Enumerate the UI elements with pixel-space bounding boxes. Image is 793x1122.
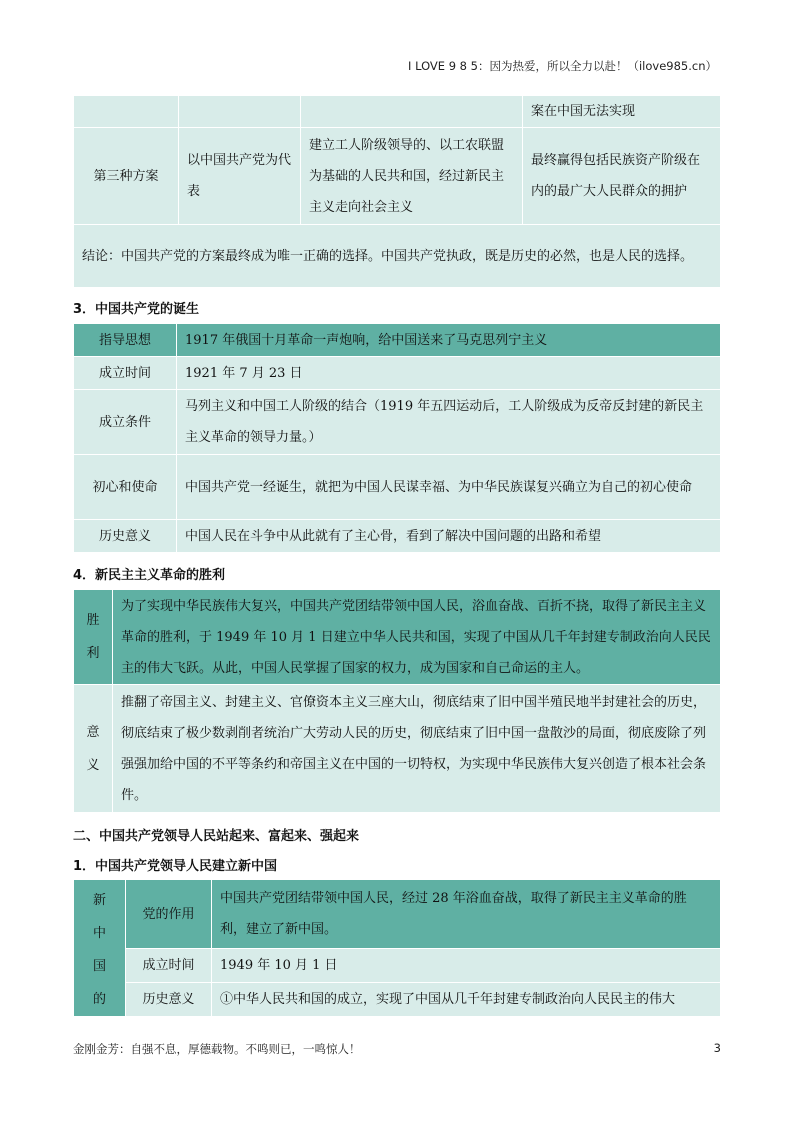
founding-label-mission: 初心和使命 xyxy=(74,455,177,520)
plan3-name: 第三种方案 xyxy=(74,128,179,225)
vertical-char-4: 的 xyxy=(92,992,106,1007)
new-china-value-date: 1949 年 10 月 1 日 xyxy=(212,949,721,983)
footer-motto: 金刚金芳：自强不息，厚德载物。不鸣则已，一鸣惊人！ xyxy=(73,1042,361,1056)
new-china-value-role: 中国共产党团结带领中国人民，经过 28 年浴血奋战，取得了新民主主义革命的胜利，建立了新中国。 xyxy=(212,880,721,949)
new-china-label-significance: 历史意义 xyxy=(126,982,212,1016)
plans-row0-col1 xyxy=(74,96,179,128)
new-china-vertical-label xyxy=(74,880,126,1017)
plans-row0-col4: 案在中国无法实现 xyxy=(523,96,721,128)
page-number: 3 xyxy=(713,1041,721,1055)
founding-value-mission: 中国共产党一经诞生，就把为中国人民谋幸福、为中华民族谋复兴确立为自己的初心使命 xyxy=(177,455,721,520)
plans-table xyxy=(73,95,721,288)
founding-label-date: 成立时间 xyxy=(74,357,177,390)
victory-label-char2: 利 xyxy=(86,646,100,661)
founding-value-conditions: 马列主义和中国工人阶级的结合（1919 年五四运动后，工人阶级成为反帝反封建的新民主主义革命的领导力量。） xyxy=(177,390,721,455)
meaning-label-char1: 意 xyxy=(86,724,100,740)
plans-conclusion: 结论：中国共产党的方案最终成为唯一正确的选择。中国共产党执政，既是历史的必然，也是人民的选择。 xyxy=(74,225,721,288)
meaning-label xyxy=(74,685,113,813)
plan3-result: 最终赢得包括民族资产阶级在内的最广大人民群众的拥护 xyxy=(523,128,721,225)
founding-label-ideology: 指导思想 xyxy=(74,324,177,357)
vertical-char-1: 新 xyxy=(92,893,106,908)
plans-row0-col2 xyxy=(179,96,301,128)
victory-text: 为了实现中华民族伟大复兴，中国共产党团结带领中国人民，浴血奋战、百折不挠，取得了新民主主义革命的胜利，于 1949 年 10 月 1 日建立中华人民共和国，实现了中国从几千年封建专制政治向人民民主的伟大飞跃。从此，中国人民掌握了国家的权力，成为国家和自己命运的主人。 xyxy=(113,590,721,685)
vertical-char-3: 国 xyxy=(92,959,106,974)
page-header: I LOVE 9 8 5：因为热爱，所以全力以赴！（ilove985.cn） xyxy=(408,59,717,73)
section1b-title: 1．中国共产党领导人民建立新中国 xyxy=(73,859,278,874)
meaning-label-char2: 义 xyxy=(86,757,100,773)
new-china-label-date: 成立时间 xyxy=(126,949,212,983)
meaning-text: 推翻了帝国主义、封建主义、官僚资本主义三座大山，彻底结束了旧中国半殖民地半封建社会的历史，彻底结束了极少数剥削者统治广大劳动人民的历史，彻底结束了旧中国一盘散沙的局面，彻底废除了列强强加给中国的不平等条约和帝国主义在中国的一切特权，为实现中华民族伟大复兴创造了根本社会条件。 xyxy=(113,685,721,813)
founding-label-conditions: 成立条件 xyxy=(74,390,177,455)
vertical-char-2: 中 xyxy=(92,926,106,941)
new-china-label-role: 党的作用 xyxy=(126,880,212,949)
plan3-content: 建立工人阶级领导的、以工农联盟为基础的人民共和国，经过新民主主义走向社会主义 xyxy=(301,128,523,225)
plan3-representative: 以中国共产党为代表 xyxy=(179,128,301,225)
part2-title: 二、中国共产党领导人民站起来、富起来、强起来 xyxy=(73,829,360,844)
founding-value-date: 1921 年 7 月 23 日 xyxy=(177,357,721,390)
victory-label xyxy=(74,590,113,685)
founding-table xyxy=(73,323,721,553)
victory-table xyxy=(73,589,721,813)
founding-value-significance: 中国人民在斗争中从此就有了主心骨，看到了解决中国问题的出路和希望 xyxy=(177,520,721,553)
new-china-table xyxy=(73,879,721,1017)
founding-label-significance: 历史意义 xyxy=(74,520,177,553)
founding-value-ideology: 1917 年俄国十月革命一声炮响，给中国送来了马克思列宁主义 xyxy=(177,324,721,357)
plans-row0-col3 xyxy=(301,96,523,128)
section3-title: 3．中国共产党的诞生 xyxy=(73,302,200,317)
section4-title: 4．新民主主义革命的胜利 xyxy=(73,568,226,583)
victory-label-char1: 胜 xyxy=(86,613,100,628)
new-china-value-significance: ①中华人民共和国的成立，实现了中国从几千年封建专制政治向人民民主的伟大 xyxy=(212,982,721,1016)
